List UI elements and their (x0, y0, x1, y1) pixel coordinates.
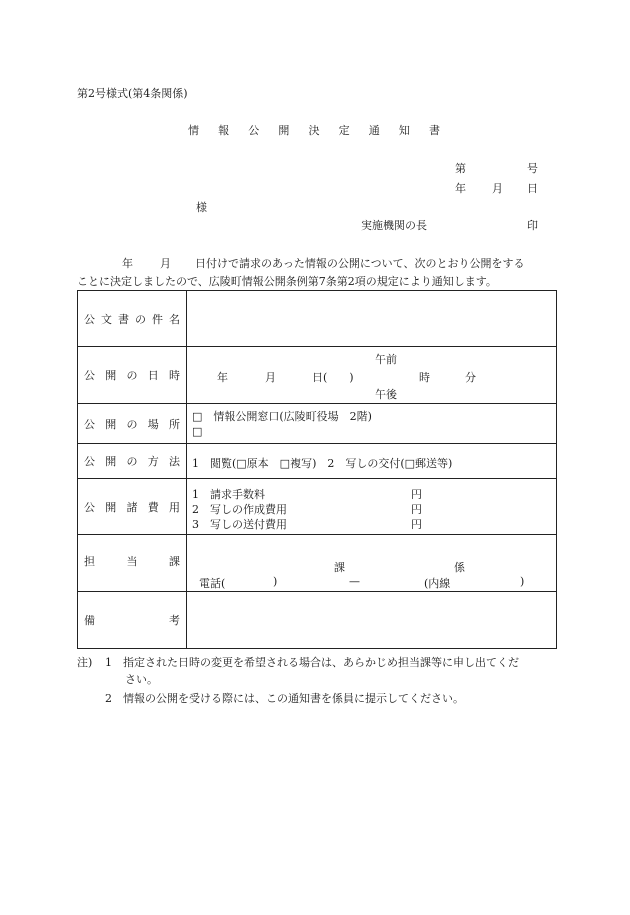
label-datetime: 公 開 の 日 時 (78, 347, 187, 404)
extension-close: ) (520, 575, 525, 588)
row-method (78, 444, 557, 479)
label-department: 担 当 課 (78, 535, 187, 592)
row-department (78, 535, 557, 592)
phone-close: ) (273, 575, 278, 588)
addressee-sama: 様 (196, 201, 207, 214)
issuer-label: 実施機関の長 (361, 219, 427, 232)
note-1-line-1: 1 指定された日時の変更を希望される場合は、あらかじめ担当課等に申し出てくだ (105, 656, 519, 669)
fee-unit-1: 円 (411, 488, 422, 501)
value-department (187, 535, 557, 592)
label-place: 公 開 の 場 所 (78, 404, 187, 444)
value-fees (187, 479, 557, 535)
method-options[interactable]: 1 閲覧(□原本 □複写) 2 写しの交付(□郵送等) (192, 457, 453, 470)
intro-line2: ことに決定しましたので、広陵町情報公開条例第7条第2項の規定により通知します。 (77, 275, 497, 288)
note-1-line-2: さい。 (125, 673, 158, 686)
row-datetime (78, 347, 557, 404)
intro-year: 年 (122, 257, 133, 270)
row-document-name (78, 291, 557, 347)
doc-number-go: 号 (527, 162, 538, 175)
phone-dash: — (349, 575, 360, 588)
intro-line1: 日付けで請求のあった情報の公開について、次のとおり公開をする (195, 257, 525, 270)
dt-day: 日( ) (312, 371, 354, 384)
notice-table (77, 290, 557, 649)
place-option-2[interactable]: □ (192, 425, 203, 438)
date-year: 年 (455, 182, 466, 195)
value-datetime (187, 347, 557, 404)
place-option-1[interactable]: □ 情報公開窓口(広陵町役場 2階) (192, 410, 372, 423)
seal-mark: 印 (527, 219, 538, 232)
fee-item-1: 1 請求手数料 (192, 488, 265, 501)
dt-hour: 時 (419, 371, 430, 384)
am-label: 午前 (375, 353, 397, 366)
phone-label: 電話( (199, 577, 226, 590)
doc-number-dai: 第 (455, 162, 466, 175)
fee-unit-2: 円 (411, 503, 422, 516)
intro-month: 月 (160, 257, 171, 270)
form-id: 第2号様式(第4条関係) (77, 87, 188, 100)
pm-label: 午後 (375, 388, 397, 401)
notes-prefix: 注) (77, 656, 93, 669)
value-method (187, 444, 557, 479)
note-2: 2 情報の公開を受ける際には、この通知書を係員に提示してください。 (105, 692, 464, 705)
row-fees (78, 479, 557, 535)
value-place (187, 404, 557, 444)
date-month: 月 (492, 182, 503, 195)
fee-unit-3: 円 (411, 518, 422, 531)
date-day: 日 (527, 182, 538, 195)
value-document-name (187, 291, 557, 347)
page-title: 情 報 公 開 決 定 通 知 書 (188, 124, 440, 137)
kakari-label: 係 (454, 561, 465, 574)
dt-year: 年 (217, 371, 228, 384)
fee-item-2: 2 写しの作成費用 (192, 503, 287, 516)
ka-label: 課 (334, 561, 345, 574)
label-fees: 公 開 諸 費 用 (78, 479, 187, 535)
value-remarks (187, 592, 557, 649)
dt-minute: 分 (465, 371, 476, 384)
row-place (78, 404, 557, 444)
fee-item-3: 3 写しの送付費用 (192, 518, 287, 531)
dt-month: 月 (265, 371, 276, 384)
label-remarks: 備 考 (78, 592, 187, 649)
extension-label: (内線 (424, 577, 451, 590)
label-document-name: 公 文 書 の 件 名 (78, 291, 187, 347)
label-method: 公 開 の 方 法 (78, 444, 187, 479)
row-remarks (78, 592, 557, 649)
